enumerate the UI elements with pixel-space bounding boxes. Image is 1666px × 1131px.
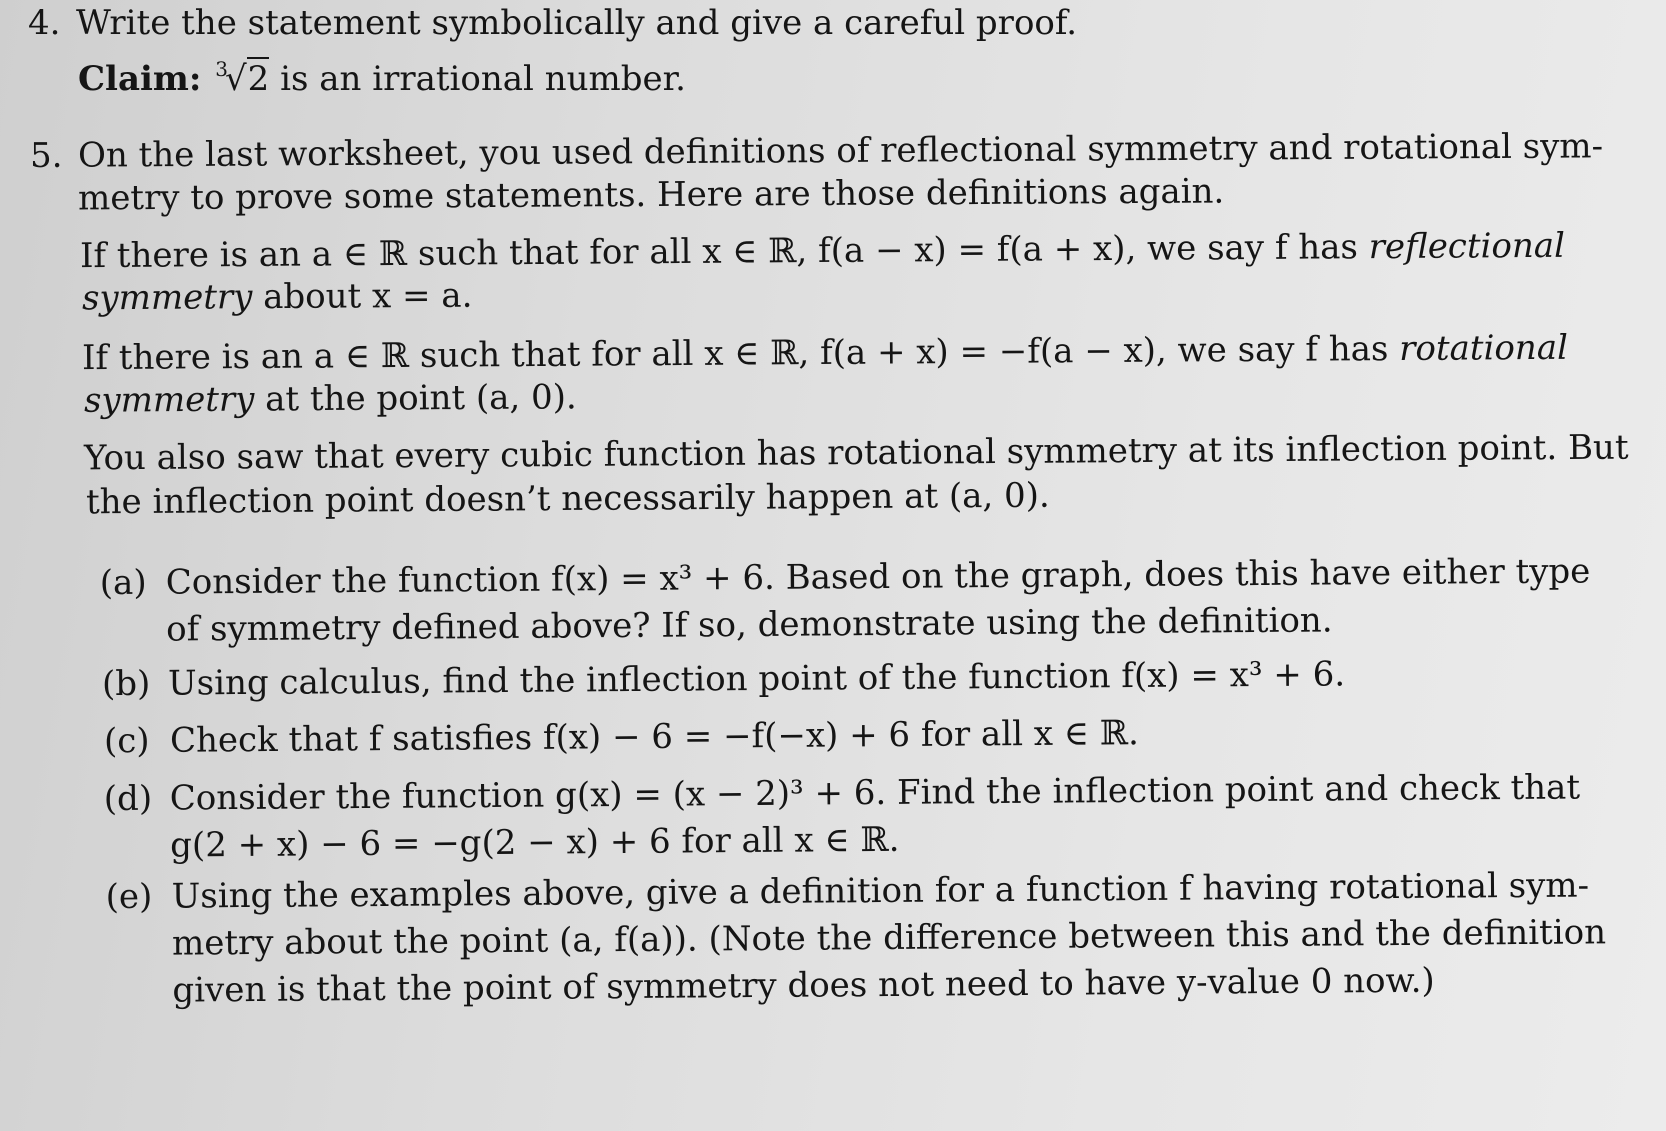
question-5-intro-line-1: 5. On the last worksheet, you used definitions of reflectional symmetry and rotational sym- (78, 123, 1603, 179)
part-e-label: (e) (105, 876, 153, 918)
question-5-number: 5. (29, 135, 63, 176)
question-5-intro-line-2: metry to prove some statements. Here are those definitions again. (77, 171, 1225, 219)
question-4-prompt: Write the statement symbolically and give a careful proof. (76, 3, 1078, 43)
question-4 (28, 0, 1078, 47)
part-c: (c) Check that f satisfies f(x) − 6 = −f(−x) + 6 for all x ∈ ℝ. (170, 710, 1139, 765)
part-b-label: (b) (101, 663, 151, 705)
question-4-number: 4. (28, 3, 61, 43)
term-reflectional: reflectional (1368, 225, 1566, 268)
part-b: (b) Using calculus, find the inflection point of the function f(x) = x³ + 6. (168, 651, 1345, 707)
cubic-note-line-1: You also saw that every cubic function has rotational symmetry at its inflection point. But (83, 427, 1629, 479)
definition-rotational-line-1: If there is an a ∈ ℝ such that for all x ∈ ℝ, f(a + x) = −f(a − x), we say f has rotational (81, 327, 1569, 379)
term-rotational: rotational (1399, 327, 1569, 369)
root-index: 3 (215, 57, 228, 81)
cube-root-expression: $^3$√2 (215, 57, 270, 99)
question-4-claim (78, 56, 686, 107)
part-a-label: (a) (99, 562, 147, 604)
claim-text: is an irrational number. (280, 59, 686, 99)
part-d-label: (d) (103, 778, 153, 820)
definition-reflectional-line-2: symmetry about x = a. (81, 275, 473, 319)
definition-rotational-line-2: symmetry at the point (a, 0). (83, 377, 577, 421)
part-e: (e) Using the examples above, give a definition for a function f having rotational sym- metry about the point (a, f(a)). (Note the difference between this and the definition given is that the point of symmetry does not need to have y-value 0 now.) (105, 865, 1607, 1011)
part-d: (d) Consider the function g(x) = (x − 2)³ + 6. Find the inflection point and check that g(2 + x) − 6 = −g(2 − x) + 6 for all x ∈ ℝ. (103, 767, 1581, 866)
cubic-note-line-2: the inflection point doesn’t necessarily happen at (a, 0). (85, 475, 1050, 523)
part-a: (a) Consider the function f(x) = x³ + 6. Based on the graph, does this have either type of symmetry defined above? If so, demonstrate using the definition. (99, 551, 1591, 650)
claim-label: Claim: (78, 59, 202, 99)
definition-reflectional-line-1: If there is an a ∈ ℝ such that for all x ∈ ℝ, f(a − x) = f(a + x), we say f has reflectional (79, 225, 1566, 277)
term-symmetry-1: symmetry (81, 277, 253, 319)
part-c-label: (c) (103, 720, 150, 762)
root-radicand: 2 (247, 59, 270, 99)
term-symmetry-2: symmetry (83, 379, 255, 421)
